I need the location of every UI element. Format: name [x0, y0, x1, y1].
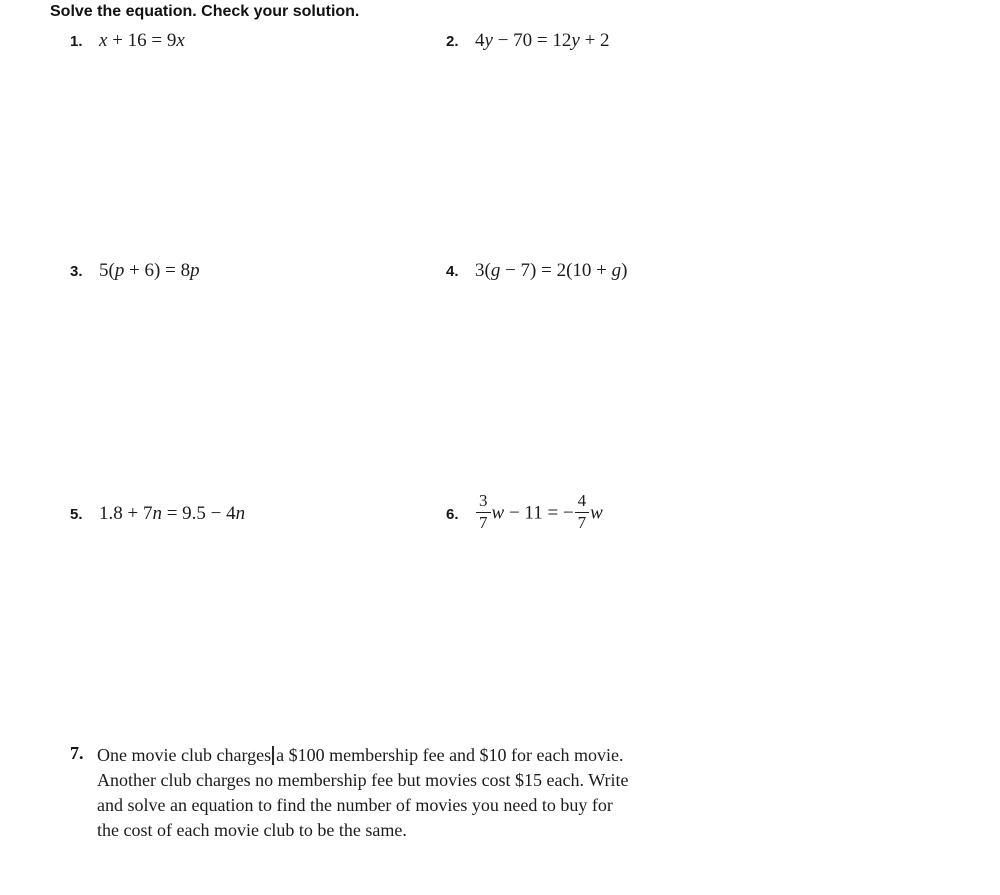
equation: $\frac{3}{7}$ w − 11 = − $\frac{4}{7}$ w	[475, 491, 603, 537]
instructions-title: Solve the equation. Check your solution.	[50, 3, 360, 20]
equation: x + 16 = 9x	[99, 30, 185, 51]
problem-5	[70, 503, 245, 525]
problem-number: 4.	[446, 263, 459, 280]
equation: 4y − 70 = 12y + 2	[475, 30, 610, 51]
problem-3	[70, 260, 200, 282]
problem-2	[446, 30, 610, 52]
equation: 1.8 + 7n = 9.5 − 4n	[99, 503, 246, 524]
problem-number: 3.	[70, 263, 83, 280]
word-problem-line-4: the cost of each movie club to be the same.	[97, 820, 407, 840]
fraction: $\frac{3}{7}$	[476, 491, 491, 533]
word-problem-text[interactable]	[97, 743, 628, 843]
problem-number: 1.	[70, 33, 83, 50]
problem-number: 7.	[70, 743, 84, 763]
problem-number: 2.	[446, 33, 459, 50]
problem-4	[446, 260, 627, 282]
problem-6	[446, 486, 603, 542]
fraction: $\frac{4}{7}$	[575, 491, 590, 533]
problem-number: 5.	[70, 506, 83, 523]
text-before-cursor: One movie club charges	[97, 745, 272, 765]
equation: 3(g − 7) = 2(10 + g)	[475, 260, 628, 281]
word-problem-line-2: Another club charges no membership fee but movies cost $15 each. Write	[97, 770, 629, 790]
problem-7	[70, 743, 628, 843]
problem-number: 6.	[446, 505, 459, 523]
word-problem-line-3: and solve an equation to find the number of movies you need to buy for	[97, 795, 613, 815]
equation: 5(p + 6) = 8p	[99, 260, 200, 281]
text-after-cursor: a $100 membership fee and $10 for each movie.	[276, 745, 624, 765]
text-cursor	[272, 746, 274, 765]
problem-1	[70, 30, 185, 52]
word-problem-line-1	[97, 743, 628, 768]
